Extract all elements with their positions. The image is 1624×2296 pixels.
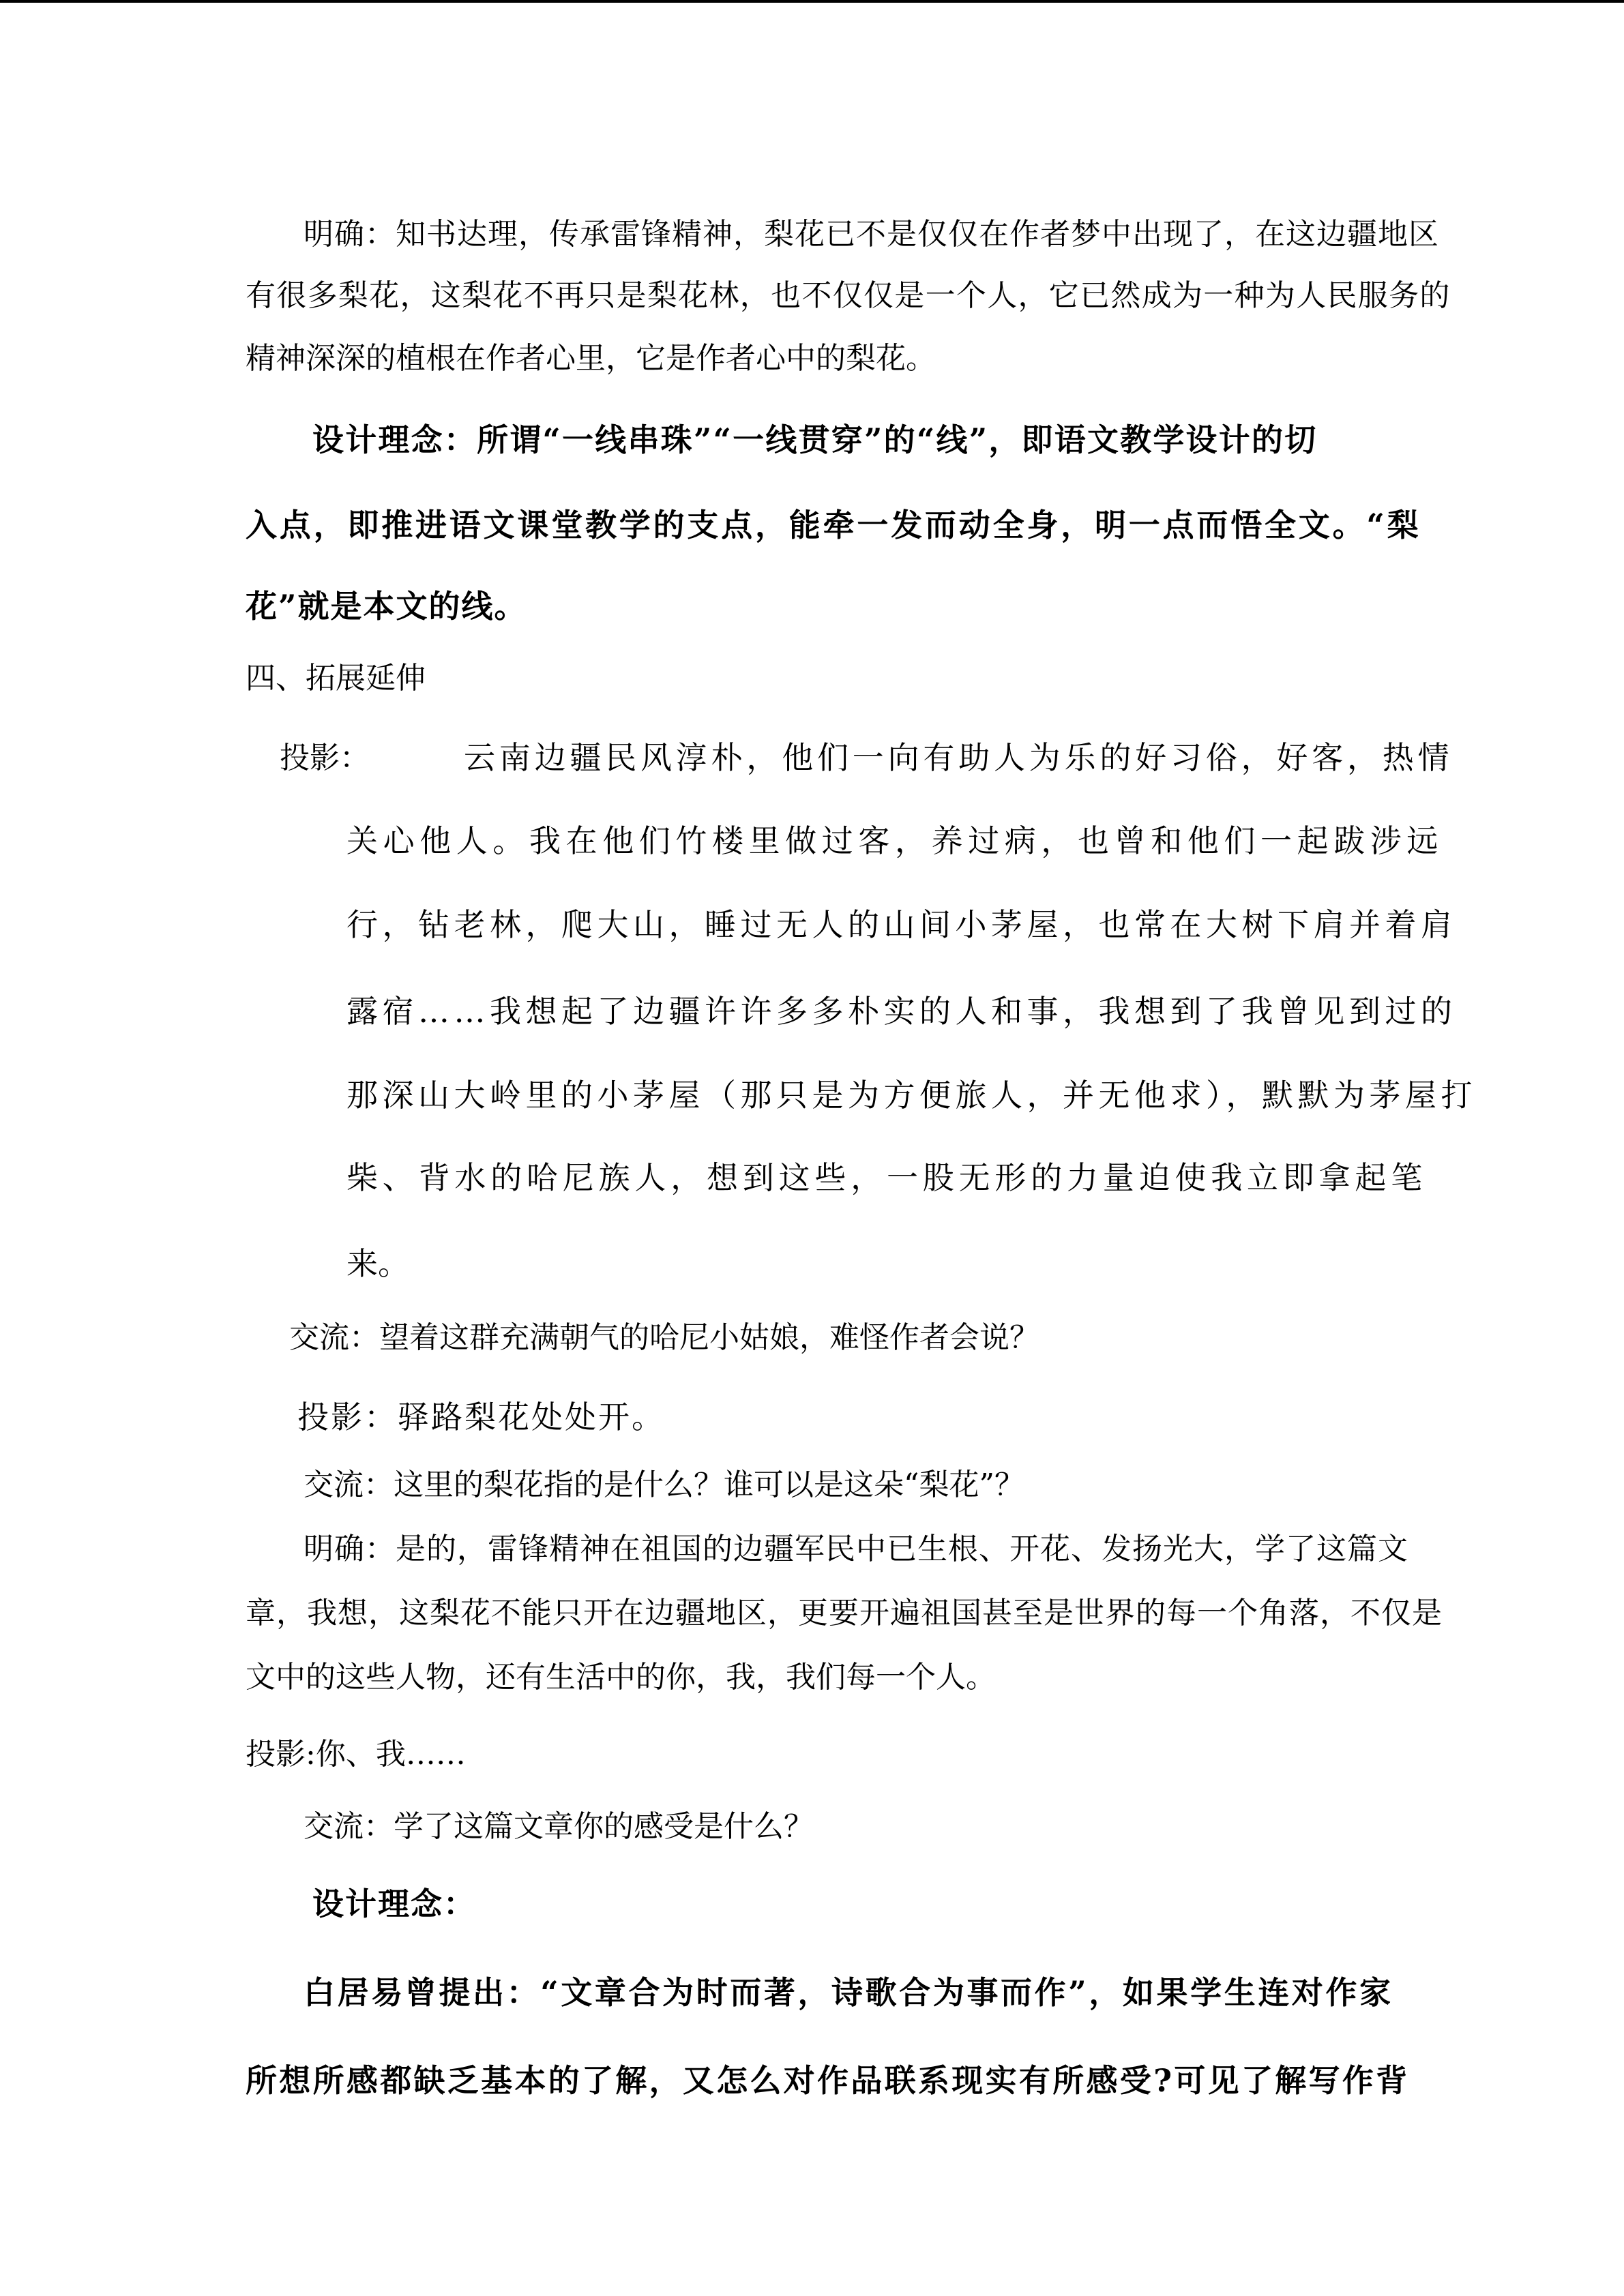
section-heading: 四、拓展延伸 bbox=[246, 661, 426, 696]
exchange-line: 交流：望着这群充满朝气的哈尼小姑娘，难怪作者会说？ bbox=[289, 1320, 1039, 1355]
design-concept-title: 设计理念： bbox=[312, 1885, 476, 1922]
projection-line: 关心他人。我在他们竹楼里做过客，养过病，也曾和他们一起跋涉远 bbox=[346, 822, 1443, 859]
projection-line: 投影：驿路梨花处处开。 bbox=[297, 1399, 665, 1435]
projection-line: 行，钻老林，爬大山，睡过无人的山间小茅屋，也常在大树下肩并着肩 bbox=[346, 906, 1457, 943]
projection-line: 来。 bbox=[346, 1245, 409, 1282]
projection-line: 那深山大岭里的小茅屋（那只是为方便旅人，并无他求），默默为茅屋打 bbox=[346, 1077, 1477, 1114]
projection-line: 云南边疆民风淳朴，他们一向有助人为乐的好习俗，好客，热情 bbox=[464, 739, 1453, 776]
exchange-line: 交流：学了这篇文章你的感受是什么？ bbox=[304, 1809, 814, 1844]
design-concept-line: 白居易曾提出：“文章合为时而著，诗歌合为事而作”，如果学生连对作家 bbox=[304, 1974, 1393, 2011]
design-concept-line: 入点，即推进语文课堂教学的支点，能牵一发而动全身，明一点而悟全文。“梨 bbox=[246, 507, 1421, 543]
projection-line: 柴、背水的哈尼族人，想到这些，一股无形的力量迫使我立即拿起笔 bbox=[346, 1159, 1427, 1196]
paragraph-line: 精神深深的植根在作者心里，它是作者心中的梨花。 bbox=[246, 341, 936, 376]
design-concept-line: 花”就是本文的线。 bbox=[246, 588, 527, 625]
projection-line: 露宿……我想起了边疆许许多多朴实的人和事，我想到了我曾见到过的 bbox=[346, 993, 1457, 1030]
paragraph-line: 明确：是的，雷锋精神在祖国的边疆军民中已生根、开花、发扬光大，学了这篇文 bbox=[304, 1532, 1408, 1566]
projection-label: 投影： bbox=[280, 741, 370, 775]
paragraph-line: 明确：知书达理，传承雷锋精神，梨花已不是仅仅在作者梦中出现了，在这边疆地区 bbox=[304, 217, 1439, 252]
design-concept-line: 设计理念：所谓“一线串珠”“一线贯穿”的“线”，即语文教学设计的切 bbox=[312, 421, 1318, 458]
paragraph-line: 文中的这些人物，还有生活中的你，我，我们每一个人。 bbox=[246, 1660, 996, 1695]
projection-line: 投影:你、我…… bbox=[246, 1737, 466, 1772]
paragraph-line: 有很多梨花，这梨花不再只是梨花林，也不仅仅是一个人，它已然成为一种为人民服务的 bbox=[246, 278, 1451, 313]
design-concept-line: 所想所感都缺乏基本的了解，又怎么对作品联系现实有所感受?可见了解写作背 bbox=[246, 2062, 1410, 2099]
exchange-line: 交流：这里的梨花指的是什么？谁可以是这朵“梨花”？ bbox=[304, 1467, 1024, 1502]
paragraph-line: 章，我想，这梨花不能只开在边疆地区，更要开遍祖国甚至是世界的每一个角落，不仅是 bbox=[246, 1596, 1443, 1630]
